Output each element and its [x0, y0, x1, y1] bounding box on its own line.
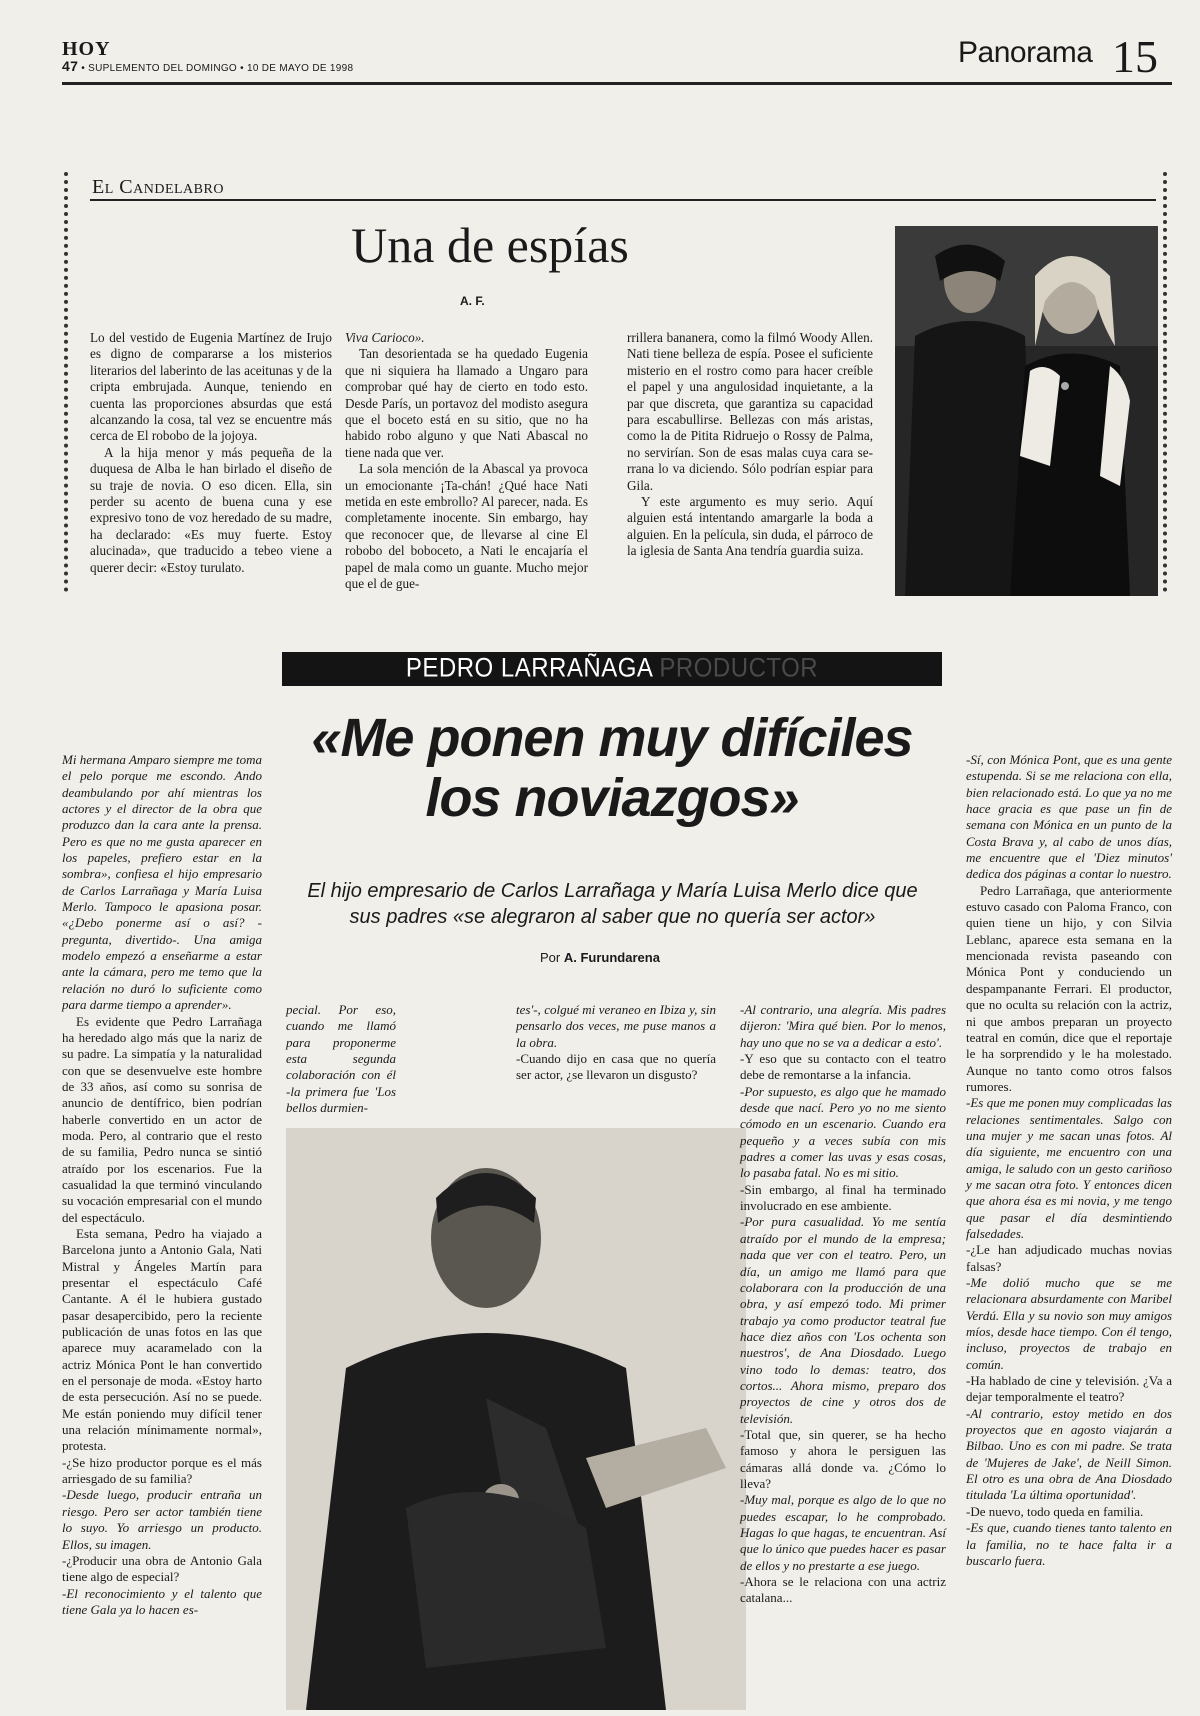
paragraph: -Sí, con Mónica Pont, que es una gente estupenda. Si se me relaciona con ella, bien relacionado está. Lo que ya no me hace gracia es que pase un fin de semana con Mónica en un punto de la Costa Brava y, al cabo de unos días, me encuentre que el 'Diez minutos' dedica dos páginas a contar lo nuestro. [966, 752, 1172, 882]
paragraph: Y este argumento es muy serio. Aquí alguien está intentando amargarle la boda a alguien. En la película, sin duda, el párroco de la iglesia de Santa Ana tendría guardia suiza. [627, 494, 873, 559]
paragraph: La sola mención de la Abascal ya provoca un emocionante ¡Ta-chán! ¿Qué hace Nati metida en este embrollo? Al parecer, nada. Es completamente inocente. Sin embargo, hay que reconocer que, de llevarse al cine El robobo del boboceto, a Nati le encajaría el papel de mala como un guante. Mucho mejor que el de gue- [345, 461, 588, 592]
interview-text-5 [966, 752, 1172, 1569]
paragraph: -Total que, sin querer, se ha hecho famoso y ahora le persiguen las cámaras allá donde va. ¿Cómo lo lleva? [740, 1426, 946, 1491]
interview-text-3 [516, 1002, 716, 1084]
paragraph: tes'-, colgué mi veraneo en Ibiza y, sin pensarlo dos veces, me puse manos a la obra. [516, 1002, 716, 1050]
paragraph: Esta semana, Pedro ha viajado a Barcelona junto a Antonio Gala, Nati Mistral y Ángeles Martín para presentar el espectáculo Café Cantante. A él le hubiera gustado pasar desapercibido, pero la reciente publicación de unas fotos en las que aparece muy acaramelado con la actriz Mónica Pont le han convertido en el personaje de moda. «Estoy harto de esta persecución. Así no se puede. Me están poniendo muy difícil tener una relación mínimamente normal», protesta. [62, 1225, 262, 1454]
paragraph: -Es que, cuando tienes tanto talento en la familia, no te hace falta ir a buscarlo fuera. [966, 1520, 1172, 1568]
paragraph: -Me dolió mucho que se me relacionara absurdamente con Maribel Verdú. Ella y su novio son muy amigos míos, desde hace tiempo. Con él tengo, incluso, proyectos de trabajo en común. [966, 1275, 1172, 1372]
paragraph: -Es que me ponen muy complicadas las relaciones sentimentales. Salgo con una mujer y me sacan unas fotos. Al día siguiente, me encuentro con una amiga, le saludo con un gesto cariñoso y me sacan otra foto. Y entonces dicen que ahora ésa es mi novia, y me tengo que pasar el día desmintiendo falsedades. [966, 1095, 1172, 1241]
page-number: 15 [1112, 31, 1158, 82]
paragraph: Es evidente que Pedro Larrañaga ha heredado algo más que la nariz de su padre. La simpatía y la naturalidad con que se desenvuelve este hombre de 33 años, así como su sonrisa de anuncio de dentífrico, bien podrían haberle convertido en un actor de moda. Pero, al contrario que el resto de su familia, Pedro nunca se sintió atraído por los escenarios. Fue la casualidad la que terminó vinculando su vocación empresarial con el mundo del espectáculo. [62, 1013, 262, 1225]
paragraph: -Muy mal, porque es algo de lo que no puedes escapar, lo he comprobado. Hagas lo que hagas, te encuentran. Así que lo único que puedes hacer es pasar de ellos y no prestarte a ese juego. [740, 1492, 946, 1573]
paragraph: -Por pura casualidad. Yo me sentía atraído por el mundo de la empresa; nada que ver con el teatro. Pero, un día, un amigo me llamó para que colaborara con la producción de una obra, y así empezó todo. Mi primer trabajo ya como productor teatral fue hace diez años con 'Los ochenta son nuestros', de Ana Diosdado. Luego vino todo lo demas: teatro, dos cortos... Ahora mismo, preparo dos proyectos de cine y otros dos de televisión. [740, 1214, 946, 1426]
photo-portrait-illustration [286, 1128, 746, 1710]
paragraph: A la hija menor y más pequeña de la duquesa de Alba le han birlado el diseño de su traje de novia. O eso dicen. Ella, sin perder su acento de buena cuna y ese expresivo tono de voz heredado de su madre, ha declarado: «Es muy fuerte. Estoy alucinada», que traducido a tebeo viene a querer decir: «Estoy turulato. [90, 444, 332, 575]
photo-couple [895, 226, 1158, 596]
paragraph: -Por supuesto, es algo que he mamado desde que nací. Pero yo no me siento cómodo en un escenario. Cuando era pequeño y a veces subía con mis padres a comer las uvas y esas cosas, lo pasaba fatal. No es mi sitio. [740, 1083, 946, 1181]
top-rule [62, 82, 1172, 85]
paragraph: Tan desorientada se ha quedado Eugenia que ni siquiera ha llamado a Ungaro para comprobar qué hay de cierto en todo esto. Desde París, un portavoz del modisto asegura que el boceto está en su sitio, que no ha habido robo alguno y que Nati Abascal no tiene nada que ver. [345, 346, 588, 460]
paragraph: -Y eso que su contacto con el teatro debe de remontarse a la infancia. [740, 1051, 946, 1083]
column-byline: A. F. [460, 294, 485, 308]
interview-text-1 [62, 752, 262, 1618]
paragraph: Viva Carioco». [345, 330, 425, 345]
banner-name: PEDRO LARRAÑAGA [405, 653, 654, 684]
dotted-border-left [64, 172, 72, 592]
newspaper-name: HOY [62, 38, 111, 60]
paragraph: pecial. Por eso, cuando me llamó para proponerme esta segunda colaboración con él -la primera fue 'Los bellos durmien- [286, 1002, 396, 1116]
paragraph: Lo del vestido de Eugenia Martínez de Irujo es digno de compararse a los misterios literarios del laberinto de las aceitunas y de la cripta embrujada. Aunque, teniendo en cuenta las proporciones absurdas que está alcanzando la cosa, tal vez se encuentre más cerca de El robobo de la jojoya. [90, 330, 332, 444]
paragraph: -Ahora se le relaciona con una actriz catalana... [740, 1574, 946, 1606]
paragraph: -¿Se hizo productor porque es el más arriesgado de su familia? [62, 1454, 262, 1487]
column-text-1 [90, 330, 332, 576]
banner-role: PRODUCTOR [659, 653, 819, 684]
column-rule [90, 199, 1156, 201]
page-number-left: 47 [62, 58, 79, 74]
interview-text-4 [740, 1002, 946, 1607]
banner-label [282, 650, 942, 687]
paragraph: -Cuando dijo en casa que no quería ser actor, ¿se llevaron un disgusto? [516, 1051, 716, 1083]
paragraph: Pedro Larrañaga, que anteriormente estuvo casado con Paloma Franco, con quien tiene un hijo, y con Silvia Leblanc, aparece esta semana en la mencionada revista paseando con Mónica Pont y conduciendo un despampanante Ferrari. El productor, que no oculta su relación con la actriz, ni que ambos preparan un proyecto teatral en común, dice que el reportaje le ha sorprendido y le ha molestado. Aunque no tanto como otros falsos rumores. [966, 882, 1172, 1094]
photo-pedro-larranaga [286, 1128, 746, 1710]
photo-couple-illustration [895, 226, 1158, 596]
paragraph: -Al contrario, estoy metido en dos proyectos que en agosto viajarán a Bilbao. Uno es con mi padre. Se trata de 'Mujeres de Jake', de Neill Simon. El otro es una obra de Ana Diosdado titulada 'La última oportunidad'. [966, 1405, 1172, 1503]
paragraph: -¿Producir una obra de Antonio Gala tiene algo de especial? [62, 1552, 262, 1585]
author-name: A. Furundarena [563, 950, 660, 965]
column-name: El Candelabro [92, 176, 224, 198]
issue-date: • SUPLEMENTO DEL DOMINGO • 10 DE MAYO DE 1998 [81, 63, 354, 74]
paragraph: -Al contrario, una alegría. Mis padres dijeron: 'Mira qué bien. Por lo menos, hay uno que no se va a dedicar a esto'. [740, 1002, 946, 1050]
paragraph: -Desde luego, producir entraña un riesgo. Pero ser actor también tiene lo suyo. Yo arriesgo un producto. Ellos, su imagen. [62, 1487, 262, 1552]
interview-byline: Por A. Furundarena [540, 950, 660, 965]
paragraph: -Ha hablado de cine y televisión. ¿Va a dejar temporalmente el teatro? [966, 1373, 1172, 1405]
paragraph: rrillera bananera, como la filmó Woody Allen. Nati tiene belleza de espía. Posee el suficiente misterio en el rostro como para hacer creíble el papel y una angulosidad inquietante, a la par que discreta, que garantiza su capacidad para escabullirse. Bellezas con más aristas, como la de Pitita Ridruejo o Rossy de Palma, no servirían. Son de esas malas cuya cara se-rrana lo va diciendo. Sólo podrían espiar para Gila. [627, 330, 873, 493]
column-text-3 [627, 330, 873, 560]
paragraph: Mi hermana Amparo siempre me toma el pelo porque me escondo. Ando deambulando por ahí mientras los actores y el director de la obra que produzco dan la cara ante la prensa. Pero es que no me gusta aparecer en los papeles, prefiero estar en la sombra», confiesa el hijo empresario de Carlos Larrañaga y María Luisa Merlo. Tampoco le apasiona posar. «¿Debo ponerme así o así? -pregunta, divertido-. Una amiga modelo empezó a enseñarme a estar ante la cámara, pero me temo que la relación no duró lo suficiente como para darme tiempo a aprender». [62, 752, 262, 1013]
column-text-2 [345, 330, 588, 593]
paragraph: -Sin embargo, al final ha terminado involucrado en ese ambiente. [740, 1181, 946, 1214]
column-title: Una de espías [351, 217, 629, 273]
interview-text-2 [286, 1002, 396, 1116]
dotted-border-right [1163, 172, 1171, 592]
interview-headline: «Me ponen muy difíciles los noviazgos» [311, 708, 913, 828]
interview-subhead: El hijo empresario de Carlos Larrañaga y María Luisa Merlo dice que sus padres «se alegraron al saber que no quería ser actor» [307, 880, 918, 928]
section-name: Panorama [958, 36, 1093, 69]
paragraph: -¿Le han adjudicado muchas novias falsas? [966, 1242, 1172, 1274]
issue-line [62, 58, 353, 74]
paragraph: -El reconocimiento y el talento que tiene Gala ya lo hacen es- [62, 1585, 262, 1617]
paragraph: -De nuevo, todo queda en familia. [966, 1503, 1144, 1519]
